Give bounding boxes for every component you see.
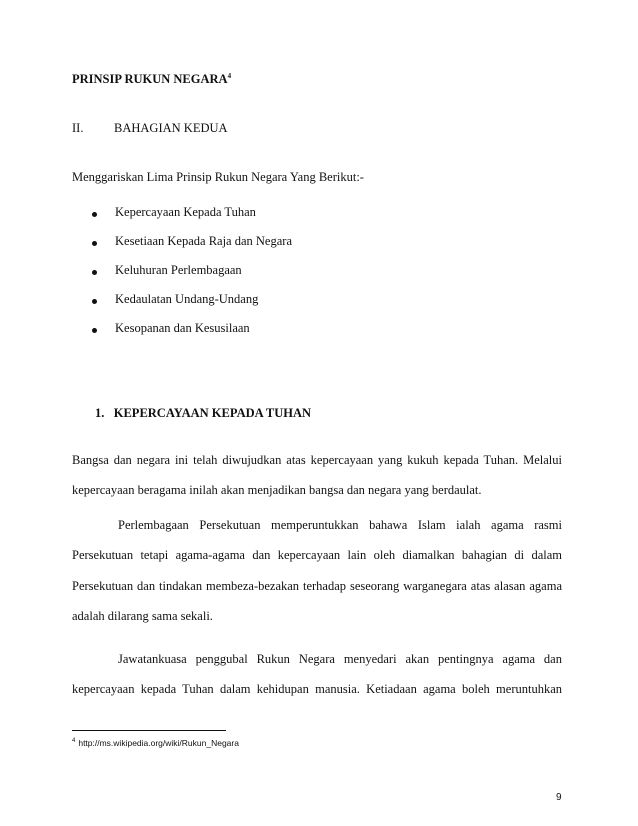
list-item: Kedaulatan Undang-Undang	[115, 292, 259, 306]
paragraph-line: Persekutuan tetapi agama-agama dan kepercayaan lain oleh diamalkan bahagian di dalam	[72, 548, 562, 562]
page-number: 9	[556, 792, 562, 803]
bullet-icon	[92, 270, 97, 275]
paragraph-line: Perlembagaan Persekutuan memperuntukkan bahawa Islam ialah agama rasmi	[118, 518, 562, 532]
section-heading: 1. KEPERCAYAAN KEPADA TUHAN	[95, 406, 312, 420]
footnote-divider	[72, 730, 226, 731]
section-title: BAHAGIAN KEDUA	[114, 121, 228, 135]
section-number: II.	[72, 121, 84, 135]
paragraph-line: Jawatankuasa penggubal Rukun Negara menyedari akan pentingnya agama dan	[118, 652, 562, 666]
footnote-number: 4	[72, 738, 76, 745]
bullet-icon	[92, 241, 97, 246]
list-item: Keluhuran Perlembagaan	[115, 263, 242, 277]
footnote-url: http://ms.wikipedia.org/wiki/Rukun_Negara	[78, 738, 239, 748]
list-item: Kepercayaan Kepada Tuhan	[115, 205, 256, 219]
intro-text: Menggariskan Lima Prinsip Rukun Negara Yang Berikut:-	[72, 170, 364, 184]
page-title	[72, 72, 231, 87]
paragraph-line: Bangsa dan negara ini telah diwujudkan atas kepercayaan yang kukuh kepada Tuhan. Melalui	[72, 453, 562, 467]
list-item: Kesetiaan Kepada Raja dan Negara	[115, 234, 292, 248]
bullet-icon	[92, 299, 97, 304]
paragraph-line: kepercayaan kepada Tuhan dalam kehidupan manusia. Ketiadaan agama boleh meruntuhkan	[72, 682, 562, 696]
bullet-icon	[92, 328, 97, 333]
list-item: Kesopanan dan Kesusilaan	[115, 321, 250, 335]
paragraph-line: Persekutuan dan tindakan membeza-bezakan terhadap seseorang warganegara atas alasan agama	[72, 579, 562, 593]
footnote	[72, 738, 239, 748]
paragraph-line: kepercayaan beragama inilah akan menjadikan bangsa dan negara yang berdaulat.	[72, 483, 482, 497]
paragraph-line: adalah dilarang sama sekali.	[72, 609, 213, 623]
bullet-icon	[92, 212, 97, 217]
page-title-text: PRINSIP RUKUN NEGARA	[72, 72, 228, 86]
footnote-reference: 4	[227, 71, 232, 80]
